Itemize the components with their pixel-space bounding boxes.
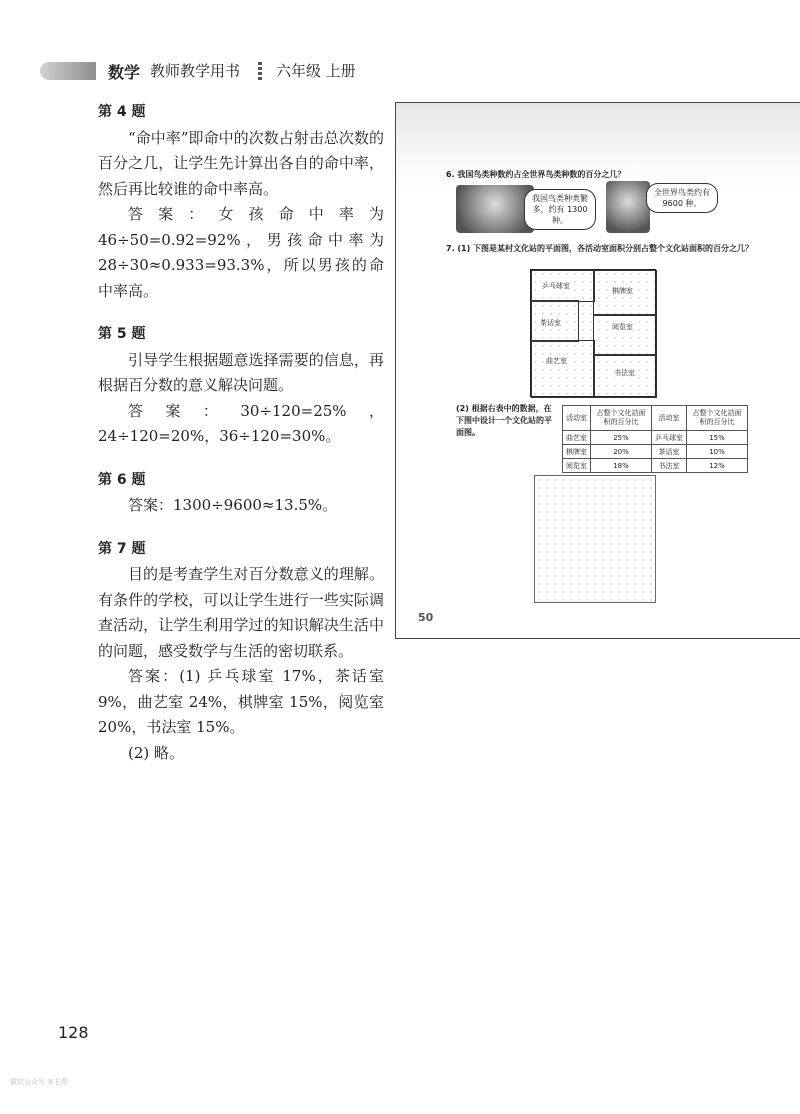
speech-bubble: 我国鸟类种类繁多，约有 1300 种。 — [524, 189, 596, 230]
floor-plan — [530, 269, 656, 397]
room-label: 曲艺室 — [546, 357, 567, 365]
paragraph: 答案：(1) 乒乓球室 17%，茶话室 9%，曲艺室 24%，棋牌室 15%，阅览室 20%，书法室 15%。 — [98, 667, 384, 736]
paragraph: (2) 略。 — [128, 743, 185, 762]
paragraph: 引导学生根据题意选择需要的信息，再根据百分数的意义解决问题。 — [98, 350, 384, 394]
inset-page-number: 50 — [418, 611, 434, 624]
table-row: 棋牌室 20% 茶话室 10% — [563, 445, 748, 459]
room-label: 书法室 — [614, 369, 635, 377]
answer-column — [98, 100, 384, 766]
room-label: 棋牌室 — [612, 287, 633, 295]
paragraph: 答案：1300÷9600≈13.5%。 — [128, 496, 338, 514]
pelican-photo — [606, 181, 650, 233]
paragraph: 目的是考查学生对百分数意义的理解。有条件的学校，可以让学生进行一些实际调查活动，让学生利用学过的知识解决生活中的问题，感受数学与生活的密切联系。 — [98, 565, 384, 660]
paragraph: “命中率”即命中的次数占射击总次数的百分之几，让学生先计算出各自的命中率，然后再比较谁的命中率高。 — [98, 128, 384, 198]
section-title: 第 6 题 — [98, 471, 146, 488]
header-subject: 数学 — [108, 63, 141, 82]
section-title: 第 7 题 — [98, 540, 146, 557]
question-7-2: (2) 根据右表中的数据，在下图中设计一个文化站的平面图。 — [456, 404, 552, 437]
watermark: 微信公众号 家长帮 — [10, 1078, 69, 1086]
table-row: 曲艺室 25% 乒乓球室 15% — [563, 431, 748, 445]
section-title: 第 4 题 — [98, 104, 146, 120]
header-separator — [258, 62, 262, 80]
page-number: 128 — [58, 1023, 89, 1042]
section-title: 第 5 题 — [98, 326, 146, 342]
bird-photo — [456, 185, 534, 233]
paragraph: 答案：30÷120=25%，24÷120=20%，36÷120=30%。 — [98, 401, 384, 445]
header-grade: 六年级 上册 — [276, 62, 356, 80]
paragraph: 答案：女孩命中率为 46÷50=0.92=92%，男孩命中率为 28÷30≈0.933=93.3%，所以男孩的命中率高。 — [98, 205, 384, 300]
room-label: 乒乓球室 — [542, 282, 570, 290]
textbook-page-image — [395, 102, 800, 639]
table-row: 阅览室 18% 书法室 12% — [563, 459, 748, 473]
design-grid — [534, 475, 656, 603]
room-label: 茶话室 — [540, 319, 561, 327]
header-bar — [40, 62, 96, 80]
question-6: 6. 我国鸟类种数约占全世界鸟类种数的百分之几？ — [446, 170, 626, 179]
room-label: 阅览室 — [612, 323, 633, 331]
question-7-1: 7. (1) 下图是某村文化站的平面图，各活动室面积分别占整个文化站面积的百分之几？ — [446, 244, 754, 253]
percent-table: 活动室 占整个文化站面积的百分比 活动室 占整个文化站面积的百分比 曲艺室 25% 乒乓球室 15% 棋牌室 20% 茶话室 10% 阅览室 18% 书法室 12% — [562, 405, 748, 473]
speech-bubble: 全世界鸟类约有 9600 种。 — [646, 183, 718, 213]
header-book: 教师教学用书 — [150, 62, 241, 80]
